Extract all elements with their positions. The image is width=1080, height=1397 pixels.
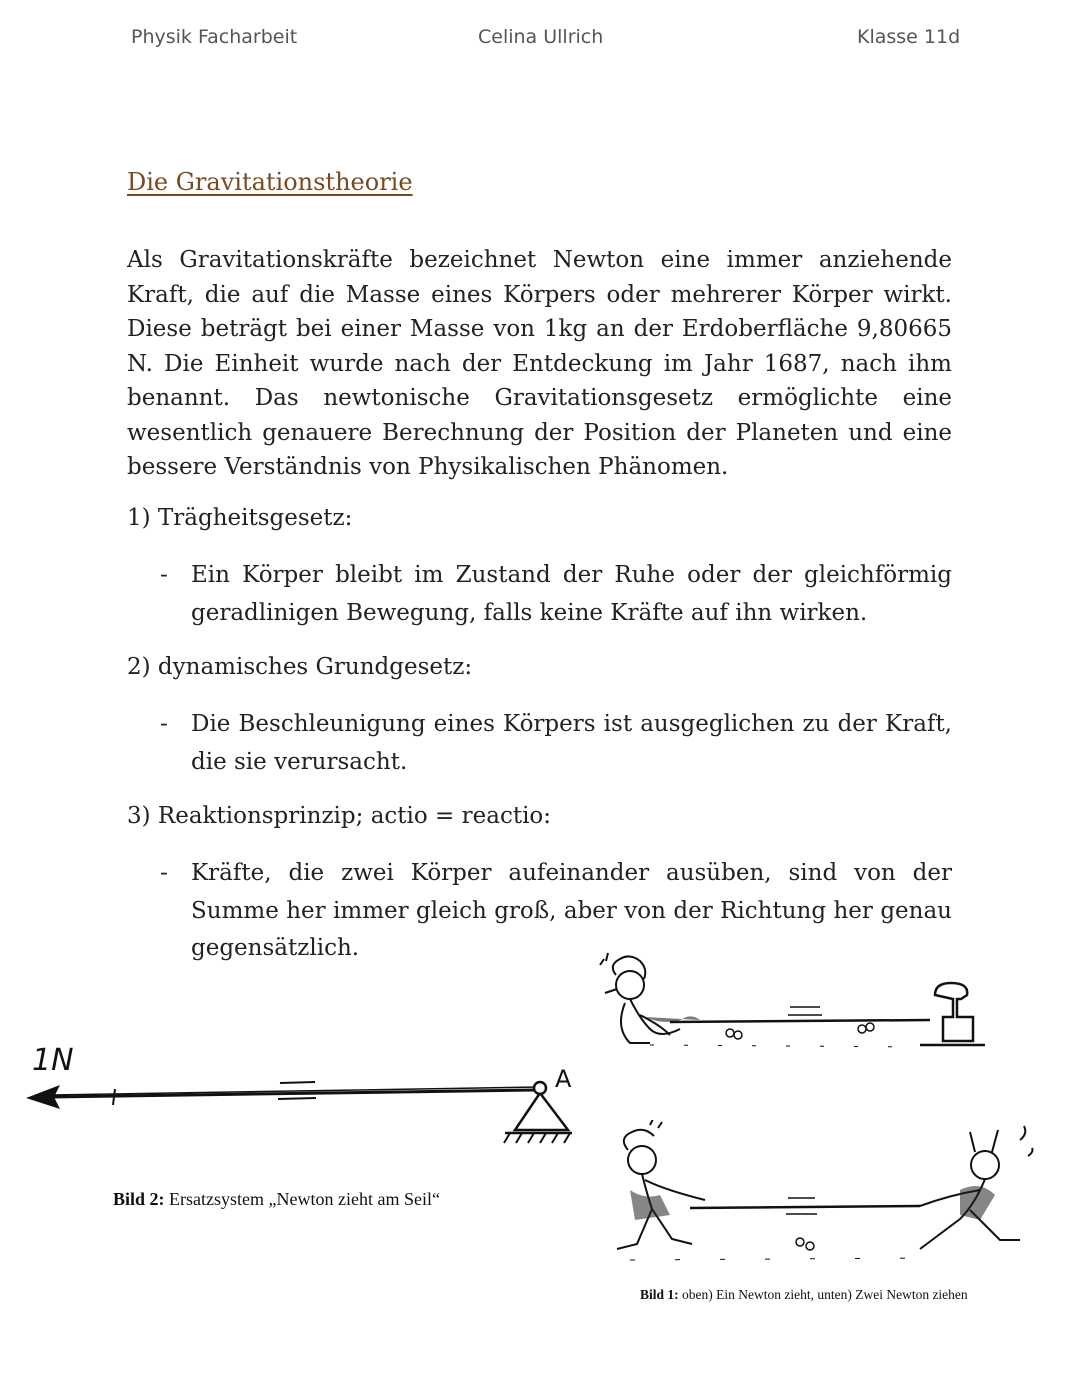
intro-paragraph: Als Gravitationskräfte bezeichnet Newton eine immer anziehende Kraft, die auf die Masse eines Körpers oder mehrerer Körper wirkt. Diese beträgt bei einer Masse von 1kg an der Erdoberfläche 9,80665 N. Die Einheit wurde nach der Entdeckung im Jahr 1687, nach ihm benannt. Das newtonische Gravitationsgesetz ermöglichte eine wesentlich genauere Berechnung der Position der Planeten und eine bessere Verständnis von Physikalischen Phänomen. bbox=[127, 247, 952, 480]
flower-icon bbox=[726, 1023, 874, 1039]
newton-right-shading bbox=[960, 1186, 995, 1220]
section-title: Die Gravitationstheorie bbox=[127, 168, 413, 196]
law-3-heading: 3) Reaktionsprinzip; actio = reactio: bbox=[127, 803, 552, 829]
law-2-heading: 2) dynamisches Grundgesetz: bbox=[127, 654, 473, 680]
flower-icon bbox=[796, 1238, 814, 1250]
point-label bbox=[555, 1065, 572, 1093]
newton-left-icon bbox=[617, 1120, 705, 1249]
bullet-dash: - bbox=[160, 562, 168, 588]
cartoon-one-newton bbox=[590, 945, 990, 1065]
rope-line bbox=[690, 1206, 920, 1208]
law-2-bullet bbox=[160, 706, 952, 781]
header-subject: Physik Facharbeit bbox=[131, 26, 298, 48]
ground-strokes bbox=[630, 1258, 930, 1260]
force-diagram bbox=[20, 1035, 590, 1150]
force-label bbox=[32, 1043, 74, 1078]
law-1-bullet bbox=[160, 557, 952, 632]
rope-mark bbox=[280, 1082, 315, 1083]
law-3-text: Kräfte, die zwei Körper aufeinander ausüben, sind von der Summe her immer gleich groß, aber von der Richtung her genau gegensätzlich. bbox=[191, 860, 952, 961]
svg-text:1N: 1N bbox=[32, 1043, 74, 1078]
figure-1-caption: Bild 1: oben) Ein Newton zieht, unten) Zwei Newton ziehen bbox=[640, 1287, 968, 1302]
svg-text:A: A bbox=[555, 1065, 572, 1093]
rope-mark bbox=[278, 1098, 316, 1099]
figure-2-caption: Bild 2: Ersatzsystem „Newton zieht am Seil“ bbox=[113, 1189, 440, 1209]
joint-circle bbox=[534, 1082, 546, 1094]
pin-support-icon bbox=[515, 1093, 568, 1130]
header-class: Klasse 11d bbox=[857, 26, 961, 48]
newton-left-shading bbox=[630, 1190, 670, 1220]
rope-line bbox=[670, 1020, 930, 1022]
post-icon bbox=[920, 983, 985, 1045]
bullet-dash: - bbox=[160, 860, 168, 886]
newton-figure-icon bbox=[600, 953, 680, 1043]
ground-strokes bbox=[650, 1045, 920, 1047]
law-2-text: Die Beschleunigung eines Körpers ist ausgeglichen zu der Kraft, die sie verursacht. bbox=[191, 711, 952, 775]
law-1-text: Ein Körper bleibt im Zustand der Ruhe oder der gleichförmig geradlinigen Bewegung, falls keine Kräfte auf ihn wirken. bbox=[191, 562, 952, 626]
bullet-dash: - bbox=[160, 711, 168, 737]
ground-hatch-icon bbox=[504, 1133, 570, 1143]
arrow-tick bbox=[113, 1089, 115, 1105]
cartoon-two-newtons bbox=[600, 1120, 1040, 1280]
header-author: Celina Ullrich bbox=[478, 26, 604, 48]
law-1-heading: 1) Trägheitsgesetz: bbox=[127, 505, 353, 531]
